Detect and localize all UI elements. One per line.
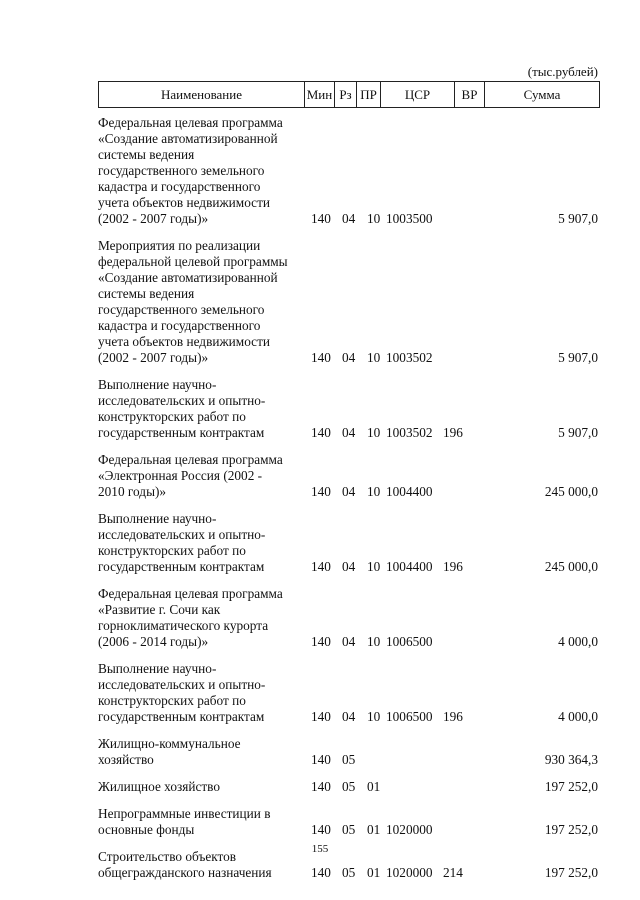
- row-min: 140: [311, 779, 331, 794]
- row-min: 140: [311, 634, 331, 649]
- row-min: 140: [311, 865, 331, 880]
- row-vr: 196: [443, 425, 463, 440]
- row-rz: 05: [342, 752, 356, 767]
- row-vr: 214: [443, 865, 463, 880]
- row-rz: 04: [342, 211, 356, 226]
- row-sum: 4 000,0: [558, 709, 598, 724]
- header-csr: ЦСР: [381, 82, 455, 107]
- row-pr: 01: [367, 822, 381, 837]
- row-csr: 1020000: [386, 822, 433, 837]
- row-name: Жилищно-коммунальное хозяйство: [98, 736, 241, 767]
- table-row: [98, 779, 600, 795]
- row-csr: 1003502: [386, 350, 433, 365]
- row-pr: 01: [367, 865, 381, 880]
- table-row: [98, 806, 600, 838]
- row-sum: 930 364,3: [544, 752, 598, 767]
- row-rz: 04: [342, 350, 356, 365]
- row-sum: 197 252,0: [544, 822, 598, 837]
- row-sum: 245 000,0: [544, 484, 598, 499]
- row-pr: 10: [367, 559, 381, 574]
- table-row: [98, 452, 600, 500]
- row-csr: 1020000: [386, 865, 433, 880]
- table-header: [98, 81, 600, 108]
- row-pr: 10: [367, 350, 381, 365]
- row-vr: 196: [443, 559, 463, 574]
- row-pr: 10: [367, 211, 381, 226]
- row-name: Федеральная целевая программа «Создание автоматизированной системы ведения государственного земельного кадастра и государственного учета объектов недвижимости (2002 - 2007 годы)»: [98, 115, 283, 226]
- row-sum: 197 252,0: [544, 779, 598, 794]
- table-row: [98, 586, 600, 650]
- row-min: 140: [311, 211, 331, 226]
- row-sum: 245 000,0: [544, 559, 598, 574]
- header-sum: Сумма: [523, 86, 561, 102]
- row-rz: 04: [342, 484, 356, 499]
- row-name: Жилищное хозяйство: [98, 779, 220, 794]
- row-min: 140: [311, 559, 331, 574]
- row-csr: 1003500: [386, 211, 433, 226]
- units-label: (тыс.рублей): [527, 64, 598, 79]
- row-pr: 10: [367, 484, 381, 499]
- header-pr: ПР: [357, 82, 381, 107]
- row-pr: 01: [367, 779, 381, 794]
- row-min: 140: [311, 425, 331, 440]
- row-min: 140: [311, 752, 331, 767]
- row-rz: 05: [342, 865, 356, 880]
- row-pr: 10: [367, 634, 381, 649]
- row-csr: 1004400: [386, 484, 433, 499]
- row-name: Непрограммные инвестиции в основные фонды: [98, 806, 271, 837]
- row-name: Выполнение научно- исследовательских и опытно- конструкторских работ по государственным контрактам: [98, 511, 266, 574]
- row-sum: 5 907,0: [558, 425, 598, 440]
- row-pr: 10: [367, 709, 381, 724]
- row-csr: 1003502: [386, 425, 433, 440]
- row-rz: 04: [342, 709, 356, 724]
- row-name: Строительство объектов общегражданского назначения: [98, 849, 272, 880]
- row-min: 140: [311, 709, 331, 724]
- row-rz: 04: [342, 634, 356, 649]
- row-sum: 5 907,0: [558, 350, 598, 365]
- row-min: 140: [311, 822, 331, 837]
- row-csr: 1004400: [386, 559, 433, 574]
- row-name: Мероприятия по реализации федеральной целевой программы «Создание автоматизированной системы ведения государственного земельного кадастра и государственного учета объектов недвижимости (2002 - 2007 годы)»: [98, 238, 288, 365]
- page-number: 155: [311, 843, 329, 855]
- table-row: [98, 238, 600, 366]
- row-sum: 4 000,0: [558, 634, 598, 649]
- row-rz: 04: [342, 425, 356, 440]
- table-row: [98, 377, 600, 441]
- row-name: Выполнение научно- исследовательских и опытно- конструкторских работ по государственным контрактам: [98, 377, 266, 440]
- row-name: Федеральная целевая программа «Развитие г. Сочи как горноклиматического курорта (2006 - 2014 годы)»: [98, 586, 283, 649]
- table-row: [98, 115, 600, 227]
- row-min: 140: [311, 484, 331, 499]
- header-min: Мин: [305, 82, 335, 107]
- row-csr: 1006500: [386, 634, 433, 649]
- row-rz: 04: [342, 559, 356, 574]
- row-min: 140: [311, 350, 331, 365]
- row-sum: 197 252,0: [544, 865, 598, 880]
- table-row: [98, 661, 600, 725]
- header-vr: ВР: [455, 82, 485, 107]
- row-name: Выполнение научно- исследовательских и опытно- конструкторских работ по государственным контрактам: [98, 661, 266, 724]
- row-name: Федеральная целевая программа «Электронная Россия (2002 - 2010 годы)»: [98, 452, 283, 499]
- row-rz: 05: [342, 779, 356, 794]
- table-row: [98, 511, 600, 575]
- table-body: [98, 115, 600, 892]
- row-rz: 05: [342, 822, 356, 837]
- row-pr: 10: [367, 425, 381, 440]
- header-name: Наименование: [99, 82, 305, 107]
- row-sum: 5 907,0: [558, 211, 598, 226]
- row-vr: 196: [443, 709, 463, 724]
- table-row: [98, 736, 600, 768]
- header-rz: Рз: [335, 82, 357, 107]
- row-csr: 1006500: [386, 709, 433, 724]
